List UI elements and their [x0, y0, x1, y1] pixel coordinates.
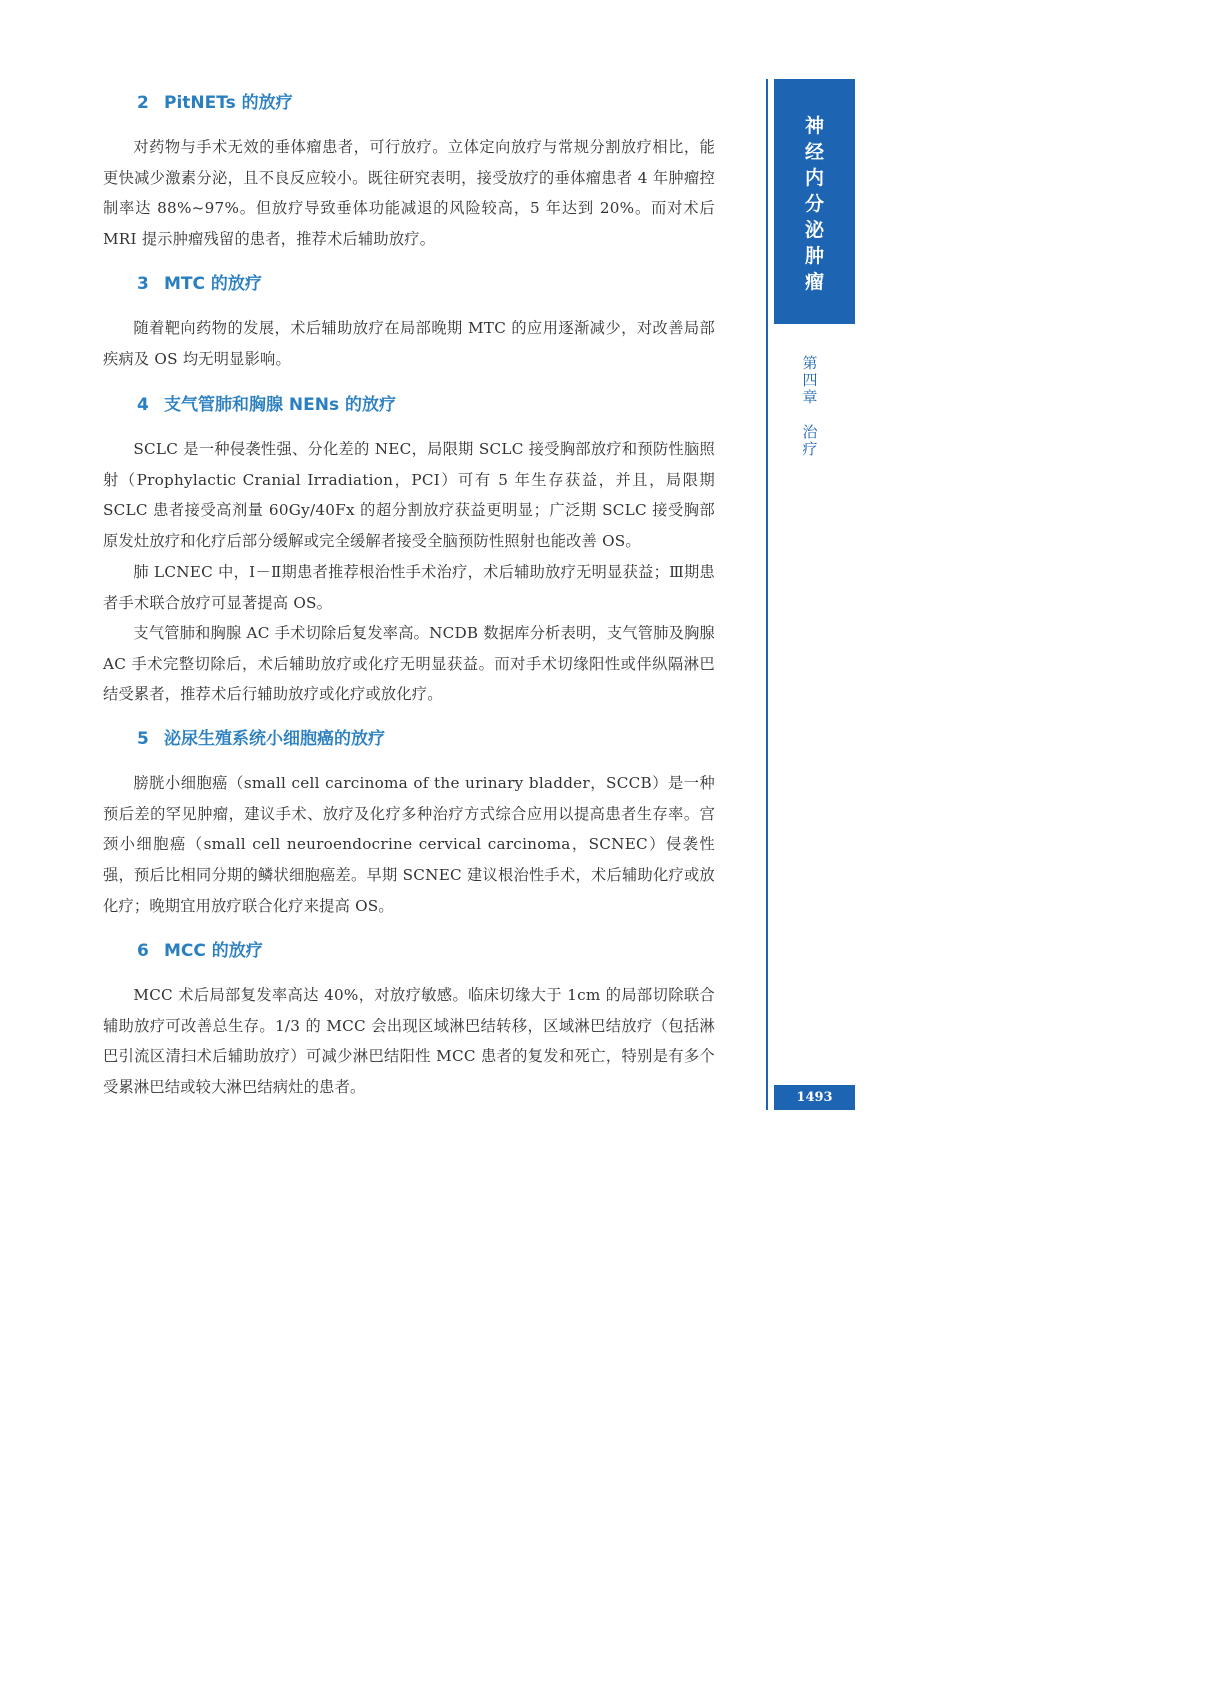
chapter-label: 第 四 章 治 疗 [802, 354, 818, 458]
paragraph: 对药物与手术无效的垂体瘤患者，可行放疗。立体定向放疗与常规分割放疗相比，能更快减少激素分泌，且不良反应较小。既往研究表明，接受放疗的垂体瘤患者 4 年肿瘤控制率达 88%~97%。但放疗导致垂体功能减退的风险较高，5 年达到 20%。而对术后 MRI 提示肿瘤残留的患者，推荐术后辅助放疗。 [103, 138, 715, 249]
section-heading: 6 MCC 的放疗 [137, 941, 263, 961]
page-number: 1493 [774, 1085, 855, 1110]
section-heading: 2 PitNETs 的放疗 [137, 93, 293, 113]
chapter-tab [774, 79, 855, 324]
paragraph: 支气管肺和胸腺 AC 手术切除后复发率高。NCDB 数据库分析表明，支气管肺及胸腺 AC 手术完整切除后，术后辅助放疗或化疗无明显获益。而对手术切缘阳性或伴纵隔淋巴结受累者，推荐术后行辅助放疗或化疗或放化疗。 [103, 624, 715, 704]
chapter-tab-label: 神 经 内 分 泌 肿 瘤 [804, 115, 824, 293]
section-heading: 5 泌尿生殖系统小细胞癌的放疗 [137, 729, 385, 749]
paragraph: SCLC 是一种侵袭性强、分化差的 NEC，局限期 SCLC 接受胸部放疗和预防性脑照射（Prophylactic Cranial Irradiation，PCI）可有 5 年生存获益，并且，局限期 SCLC 患者接受高剂量 60Gy/40Fx 的超分割放疗获益更明显；广泛期 SCLC 接受胸部原发灶放疗和化疗后部分缓解或完全缓解者接受全脑预防性照射也能改善 OS。 [103, 440, 715, 551]
section-heading: 4 支气管肺和胸腺 NENs 的放疗 [137, 395, 397, 415]
margin-rule [766, 79, 768, 1110]
section-heading: 3 MTC 的放疗 [137, 274, 262, 294]
paragraph: 膀胱小细胞癌（small cell carcinoma of the urinary bladder，SCCB）是一种预后差的罕见肿瘤，建议手术、放疗及化疗多种治疗方式综合应用以提高患者生存率。宫颈小细胞癌（small cell neuroendocrine cervical carcinoma，SCNEC）侵袭性强，预后比相同分期的鳞状细胞癌差。早期 SCNEC 建议根治性手术，术后辅助化疗或放化疗；晚期宜用放疗联合化疗来提高 OS。 [103, 774, 715, 915]
paragraph: MCC 术后局部复发率高达 40%，对放疗敏感。临床切缘大于 1cm 的局部切除联合辅助放疗可改善总生存。1/3 的 MCC 会出现区域淋巴结转移，区域淋巴结放疗（包括淋巴引流区清扫术后辅助放疗）可减少淋巴结阳性 MCC 患者的复发和死亡，特别是有多个受累淋巴结或较大淋巴结病灶的患者。 [103, 986, 715, 1097]
paragraph: 随着靶向药物的发展，术后辅助放疗在局部晚期 MTC 的应用逐渐减少，对改善局部疾病及 OS 均无明显影响。 [103, 319, 715, 368]
paragraph: 肺 LCNEC 中，Ⅰ－Ⅱ期患者推荐根治性手术治疗，术后辅助放疗无明显获益；Ⅲ期患者手术联合放疗可显著提高 OS。 [103, 563, 715, 612]
